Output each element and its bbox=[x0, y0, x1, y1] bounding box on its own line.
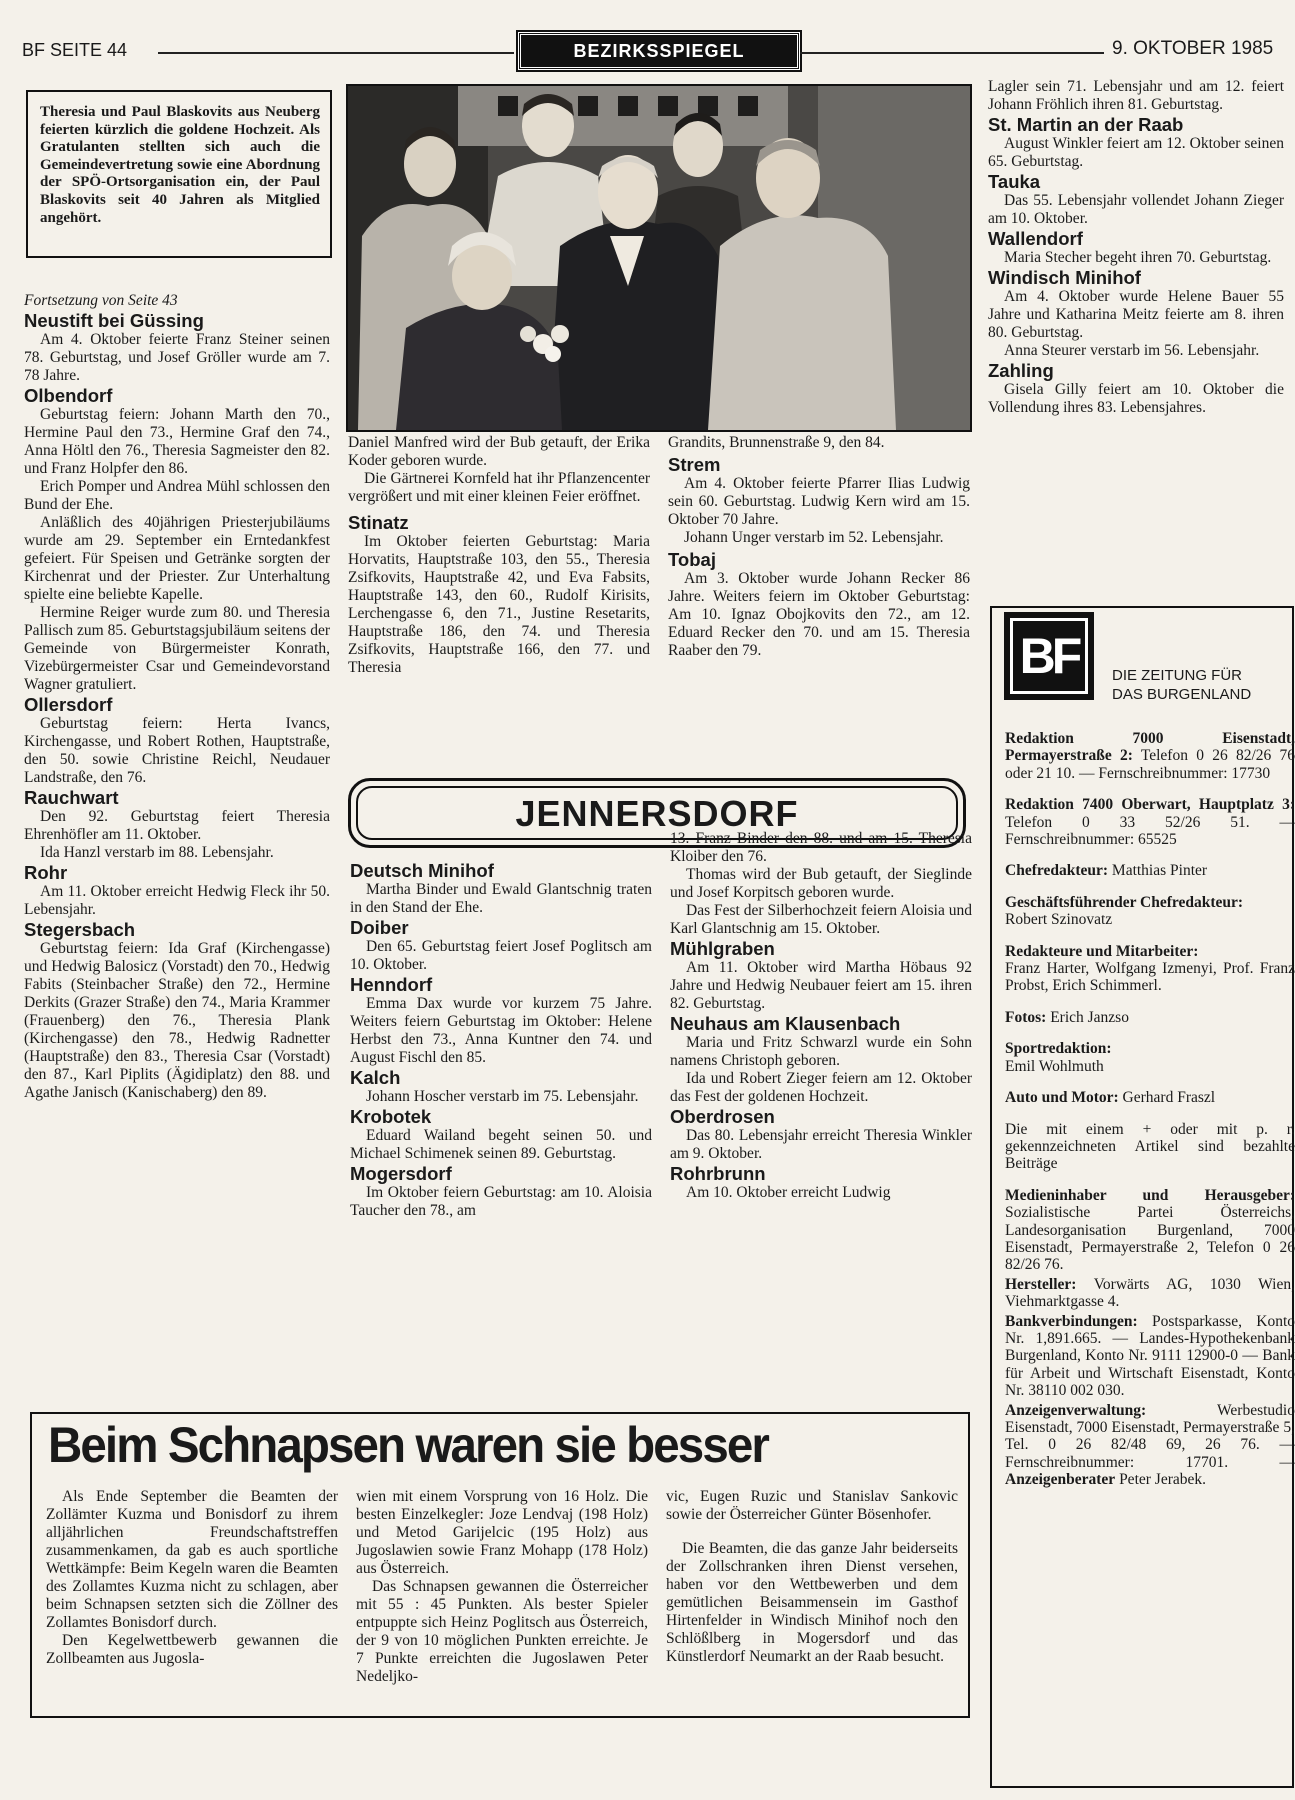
chefredakteur-name: Matthias Pinter bbox=[1111, 862, 1208, 880]
jennersdorf-column-b bbox=[670, 830, 972, 1202]
heading-ollersdorf: Ollersdorf bbox=[24, 694, 113, 715]
hersteller-text: Vorwärts AG, 1030 Wien, Viehmarktgasse 4. bbox=[1005, 1275, 1295, 1311]
heading-tobaj: Tobaj bbox=[668, 549, 716, 570]
heading-windisch-minihof: Windisch Minihof bbox=[988, 267, 1141, 288]
text-daniel: Daniel Manfred wird der Bub getauft, der Erika Koder geboren wurde. bbox=[348, 434, 650, 469]
article-column-1 bbox=[46, 1488, 338, 1668]
continued-note: Fortsetzung von Seite 43 bbox=[24, 292, 178, 309]
bf-logo bbox=[1004, 612, 1094, 700]
heading-muehlgraben: Mühlgraben bbox=[670, 938, 775, 959]
article-c1-p1: Als Ende September die Beamten der Zollämter Kuzma und Bonisdorf zu ihrem alljährlichen Freundschaftstreffen zusammenkamen, da gab es auch sportliche Wettkämpfe: Beim Kegeln waren die Beamten des Zollamtes Kuzma nicht zu schlagen, aber beim Schnapsen setzten sich die Zöllner des Zollamtes Bonisdorf durch. bbox=[46, 1488, 338, 1631]
text-mogersdorf: Im Oktober feiern Geburtstag: am 10. Aloisia Taucher den 78., am bbox=[350, 1184, 652, 1219]
text-rauchwart-1: Den 92. Geburtstag feiert Theresia Ehrenhöfler am 11. Oktober. bbox=[24, 808, 330, 843]
article-c1-p2: Den Kegelwettbewerb gewannen die Zollbeamten aus Jugosla- bbox=[46, 1632, 338, 1667]
text-neustift: Am 4. Oktober feierte Franz Steiner seinen 78. Geburtstag, und Josef Gröller wurde am 7. 78 Jahre. bbox=[24, 331, 330, 384]
text-neuhaus-2: Ida und Robert Zieger feiern am 12. Oktober das Fest der goldenen Hochzeit. bbox=[670, 1070, 972, 1105]
text-zahling: Gisela Gilly feiert am 10. Oktober die Vollendung ihres 83. Lebensjahres. bbox=[988, 381, 1284, 416]
medieninhaber-text: Sozialistische Partei Österreichs, Landesorganisation Burgenland, 7000 Eisenstadt, Permayerstraße 2, Telefon 0 26 82/26 76. bbox=[1005, 1204, 1295, 1274]
heading-stegersbach: Stegersbach bbox=[24, 919, 136, 940]
article-column-3 bbox=[666, 1488, 958, 1666]
heading-mogersdorf: Mogersdorf bbox=[350, 1163, 452, 1184]
heading-olbendorf: Olbendorf bbox=[24, 385, 113, 406]
article-c2-p2: Das Schnapsen gewannen die Österreicher mit 55 : 45 Punkten. Als bester Spieler entpuppte sich Heinz Poglitsch aus Österreich, der 9 von 10 möglichen Punkten erreichte. Je 7 Punkte erreichten die Jugoslawen Peter Nedeljko- bbox=[356, 1578, 648, 1685]
text-tauka: Das 55. Lebensjahr vollendet Johann Zieger am 10. Oktober. bbox=[988, 192, 1284, 227]
text-strem-1: Am 4. Oktober feierte Pfarrer Ilias Ludwig sein 60. Geburtstag. Ludwig Kern wird am 15. Oktober 70 Jahre. bbox=[668, 475, 970, 528]
text-oberdrosen: Das 80. Lebensjahr erreicht Theresia Winkler am 9. Oktober. bbox=[670, 1127, 972, 1162]
text-wallendorf: Maria Stecher begeht ihren 70. Geburtstag. bbox=[1004, 249, 1272, 266]
text-deutsch-minihof: Martha Binder und Ewald Glantschnig traten in den Stand der Ehe. bbox=[350, 881, 652, 916]
article-c2-p1: wien mit einem Vorsprung von 16 Holz. Die besten Einzelkegler: Joze Lendvaj (198 Holz) und Metod Garijelcic (195 Holz) aus Jugoslawien sowie Franz Mohapp (178 Holz) aus Österreich. bbox=[356, 1488, 648, 1577]
text-strem-2: Johann Unger verstarb im 52. Lebensjahr. bbox=[684, 529, 944, 546]
sportredaktion-label: Sportredaktion: bbox=[1005, 1040, 1112, 1058]
heading-neustift: Neustift bei Güssing bbox=[24, 310, 204, 331]
chefredakteur-label: Chefredakteur: bbox=[1005, 862, 1109, 880]
text-grandits: Grandits, Brunnenstraße 9, den 84. bbox=[668, 434, 885, 451]
medieninhaber-label: Medieninhaber und Herausgeber: bbox=[1005, 1186, 1295, 1204]
heading-tauka: Tauka bbox=[988, 171, 1041, 192]
text-silberhochzeit: Das Fest der Silberhochzeit feiern Aloisia und Karl Glantschnig am 15. Oktober. bbox=[670, 902, 972, 937]
article-c3-p2: Die Beamten, die das ganze Jahr beiderseits der Zollschranken ihren Dienst versehen, haben vor den Wettbewerben und dem gemütlichen Beisammensein im Gasthof Hirtenfelder in Windisch Minihof noch den Schlößlberg in Mogersdorf und das Künstlerdorf Neumarkt an der Raab besucht. bbox=[666, 1540, 958, 1665]
text-tobaj: Am 3. Oktober wurde Johann Recker 86 Jahre. Weiters feiern im Oktober Geburtstag: Am 10. Ignaz Obojkovits den 72., am 12. Eduard Recker den 70. und am 15. Theresia Raaber den 79. bbox=[668, 570, 970, 659]
text-krobotek: Eduard Wailand begeht seinen 50. und Michael Schimenek seinen 89. Geburtstag. bbox=[350, 1127, 652, 1162]
text-doiber: Den 65. Geburtstag feiert Josef Poglitsch am 10. Oktober. bbox=[350, 938, 652, 973]
heading-rauchwart: Rauchwart bbox=[24, 787, 119, 808]
heading-kalch: Kalch bbox=[350, 1067, 401, 1088]
heading-strem: Strem bbox=[668, 454, 721, 475]
group-photo bbox=[346, 84, 972, 432]
geschaeftsfuehrer-label: Geschäftsführender Chefredakteur: bbox=[1005, 893, 1244, 911]
heading-krobotek: Krobotek bbox=[350, 1106, 432, 1127]
jennersdorf-column-a bbox=[350, 860, 652, 1220]
text-stinatz: Im Oktober feierten Geburtstag: Maria Horvatits, Hauptstraße 103, den 55., Theresia Zsifkovits, Hauptstraße 42, und Eva Fabsits, Hauptstraße 143, den 60., Rudolf Kirisits, Lerchengasse 6, den 71., Justine Resetarits, Hauptstraße 186, den 74. und Theresia Zsifkovits, Hauptstraße 166, den 77. und Theresia bbox=[348, 533, 650, 676]
text-olbendorf-1: Geburtstag feiern: Johann Marth den 70., Hermine Paul den 73., Hermine Graf den 74., Anna Höltl den 76., Theresia Sagmeister den 82. und Franz Holpfer den 86. bbox=[24, 406, 330, 477]
column-4 bbox=[988, 78, 1284, 417]
heading-st-martin: St. Martin an der Raab bbox=[988, 114, 1184, 135]
group-photo-image bbox=[348, 86, 970, 430]
district-banner-title: JENNERSDORF bbox=[356, 786, 958, 840]
issue-date: 9. OKTOBER 1985 bbox=[1112, 38, 1274, 59]
text-windisch-1: Am 4. Oktober wurde Helene Bauer 55 Jahre und Katharina Meitz feierte am 8. ihren 80. Geburtstag. bbox=[988, 288, 1284, 341]
bank-label: Bankverbindungen: bbox=[1005, 1312, 1138, 1330]
heading-zahling: Zahling bbox=[988, 360, 1054, 381]
photo-caption: Theresia und Paul Blaskovits aus Neuberg feierten kürzlich die goldene Hochzeit. Als Gratulanten stellten sich auch die Gemeindevertretung sowie eine Abordnung der SPÖ-Ortsorganisation ein, der Paul Blaskovits seit 40 Jahren als Mitglied angehört. bbox=[26, 90, 332, 258]
tagline-line-2: DAS BURGENLAND bbox=[1112, 686, 1252, 703]
text-rohr: Am 11. Oktober erreicht Hedwig Fleck ihr 50. Lebensjahr. bbox=[24, 883, 330, 918]
article-c3-p1: vic, Eugen Ruzic und Stanislav Sankovic sowie der Österreicher Günter Bösenhofer. bbox=[666, 1488, 958, 1523]
text-thomas: Thomas wird der Bub getauft, der Sieglinde und Josef Korpitsch geboren wurde. bbox=[670, 866, 972, 901]
hersteller-label: Hersteller: bbox=[1005, 1275, 1077, 1293]
text-binder: 13. Franz Binder den 88. und am 15. Theresia Kloiber den 76. bbox=[670, 830, 972, 865]
redaktion-eisenstadt-text: Telefon 0 26 82/26 76 oder 21 10. — Fernschreibnummer: 17730 bbox=[1005, 747, 1295, 782]
text-neuhaus-1: Maria und Fritz Schwarzl wurde ein Sohn namens Christoph geboren. bbox=[670, 1034, 972, 1069]
column-2-top bbox=[348, 434, 650, 677]
text-olbendorf-3: Anläßlich des 40jährigen Priesterjubiläums wurde am 29. September ein Erntedankfest gefeiert. Für Speisen und Getränke sorgten der Kirchenrat und der Priester. Zur Unterhaltung spielte eine beliebte Kapelle. bbox=[24, 514, 330, 603]
heading-wallendorf: Wallendorf bbox=[988, 228, 1083, 249]
heading-doiber: Doiber bbox=[350, 917, 409, 938]
fotos-label: Fotos: bbox=[1005, 1008, 1047, 1026]
fotos-name: Erich Janzso bbox=[1050, 1008, 1129, 1026]
redaktion-eisenstadt-label: Redaktion 7000 Eisenstadt, Permayerstraße 2: bbox=[1005, 730, 1295, 765]
tagline-line-1: DIE ZEITUNG FÜR bbox=[1112, 667, 1242, 684]
column-3-top bbox=[668, 434, 970, 660]
heading-neuhaus: Neuhaus am Klausenbach bbox=[670, 1013, 901, 1034]
bf-logo-text: BF bbox=[1010, 618, 1088, 694]
text-gaertnerei: Die Gärtnerei Kornfeld hat ihr Pflanzencenter vergrößert und mit einer kleinen Feier eröffnet. bbox=[348, 470, 650, 505]
text-muehlgraben: Am 11. Oktober wird Martha Höbaus 92 Jahre und Hedwig Neubauer feiert am 15. ihren 82. Geburtstag. bbox=[670, 959, 972, 1012]
heading-henndorf: Henndorf bbox=[350, 974, 433, 995]
text-kalch: Johann Hoscher verstarb im 75. Lebensjahr. bbox=[366, 1088, 639, 1105]
page-number: BF SEITE 44 bbox=[22, 40, 128, 60]
article-headline: Beim Schnapsen waren sie besser bbox=[48, 1417, 768, 1473]
text-st-martin: August Winkler feiert am 12. Oktober seinen 65. Geburtstag. bbox=[988, 135, 1284, 170]
redaktion-oberwart-text: Telefon 0 33 52/26 51. — Fernschreibnummer: 65525 bbox=[1005, 813, 1295, 849]
article-column-2 bbox=[356, 1488, 648, 1686]
heading-deutsch-minihof: Deutsch Minihof bbox=[350, 860, 494, 881]
text-olbendorf-4: Hermine Reiger wurde zum 80. und Theresia Pallisch zum 85. Geburtstagsjubiläum seitens der Gemeinde von Bürgermeister Konrath, Vizebürgermeister Csar und Gemeindevorstand Wagner gratuliert. bbox=[24, 604, 330, 693]
anzeigenverwaltung-label: Anzeigenverwaltung: bbox=[1005, 1401, 1147, 1419]
header-rule-left bbox=[158, 52, 514, 54]
mitarbeiter-names: Franz Harter, Wolfgang Izmenyi, Prof. Franz Probst, Erich Schimmerl. bbox=[1005, 960, 1295, 995]
text-lagler: Lagler sein 71. Lebensjahr und am 12. feiert Johann Fröhlich ihren 81. Geburtstag. bbox=[988, 78, 1284, 113]
text-windisch-2: Anna Steurer verstarb im 56. Lebensjahr. bbox=[1004, 342, 1260, 359]
mitarbeiter-label: Redakteure und Mitarbeiter: bbox=[1005, 942, 1199, 960]
paid-articles-note: Die mit einem + oder mit p. r. gekennzeichneten Artikel sind bezahlte Beiträge bbox=[1005, 1120, 1295, 1173]
anzeigenberater-label: Anzeigenberater bbox=[1005, 1471, 1116, 1489]
sportredaktion-name: Emil Wohlmuth bbox=[1005, 1057, 1104, 1075]
imprint-text bbox=[1005, 730, 1295, 1491]
text-stegersbach: Geburtstag feiern: Ida Graf (Kirchengasse) und Hedwig Balosicz (Vorstadt) den 70., Hedwig Fabits (Steinbacher Straße) den 72., Hermine Derkits (Grazer Straße) den 74., Maria Krammer (Frauenberg) den 76., Theresia Plank (Kirchengasse) den 78., Hedwig Radnetter (Hauptstraße) den 83., Theresia Csar (Vorstadt) den 87., Karl Piplits (Ägidiplatz) den 88. und Agathe Janisch (Kanischaberg) den 89. bbox=[24, 940, 330, 1101]
text-olbendorf-2: Erich Pomper und Andrea Mühl schlossen den Bund der Ehe. bbox=[24, 478, 330, 513]
anzeigenberater-name: Peter Jerabek. bbox=[1119, 1471, 1206, 1489]
auto-motor-name: Gerhard Fraszl bbox=[1122, 1089, 1216, 1107]
heading-oberdrosen: Oberdrosen bbox=[670, 1106, 775, 1127]
heading-stinatz: Stinatz bbox=[348, 512, 409, 533]
text-rohrbrunn: Am 10. Oktober erreicht Ludwig bbox=[686, 1184, 891, 1201]
bank-text: Postsparkasse, Konto Nr. 1,891.665. — Landes-Hypothekenbank Burgenland, Konto Nr. 9111 12900-0 — Bank für Arbeit und Wirtschaft Eisenstadt, Konto Nr. 38110 002 030. bbox=[1005, 1312, 1295, 1400]
text-henndorf: Emma Dax wurde vor kurzem 75 Jahre. Weiters feiern Geburtstag im Oktober: Helene Herbst den 73., Anna Kuntner den 74. und August Fischl den 85. bbox=[350, 995, 652, 1066]
text-rauchwart-2: Ida Hanzl verstarb im 88. Lebensjahr. bbox=[40, 844, 274, 861]
column-1 bbox=[24, 292, 330, 1102]
geschaeftsfuehrer-name: Robert Szinovatz bbox=[1005, 911, 1113, 929]
anzeigenverwaltung-text: Werbestudio Eisenstadt, 7000 Eisenstadt, Permayerstraße 5, Tel. 0 26 82/48 69, 26 76. — Fernschreibnummer: 17701. — bbox=[1005, 1401, 1295, 1471]
section-title: BEZIRKSSPIEGEL bbox=[518, 32, 800, 70]
text-ollersdorf: Geburtstag feiern: Herta Ivancs, Kirchengasse, und Robert Rothen, Hauptstraße, den 50. sowie Christine Reichl, Neudauer Landstraße, den 76. bbox=[24, 715, 330, 786]
auto-motor-label: Auto und Motor: bbox=[1005, 1089, 1119, 1107]
redaktion-oberwart-label: Redaktion 7400 Oberwart, Hauptplatz 3: bbox=[1005, 796, 1295, 814]
heading-rohrbrunn: Rohrbrunn bbox=[670, 1163, 766, 1184]
heading-rohr: Rohr bbox=[24, 862, 68, 883]
header-rule-right bbox=[800, 52, 1104, 54]
imprint-tagline bbox=[1112, 666, 1251, 704]
